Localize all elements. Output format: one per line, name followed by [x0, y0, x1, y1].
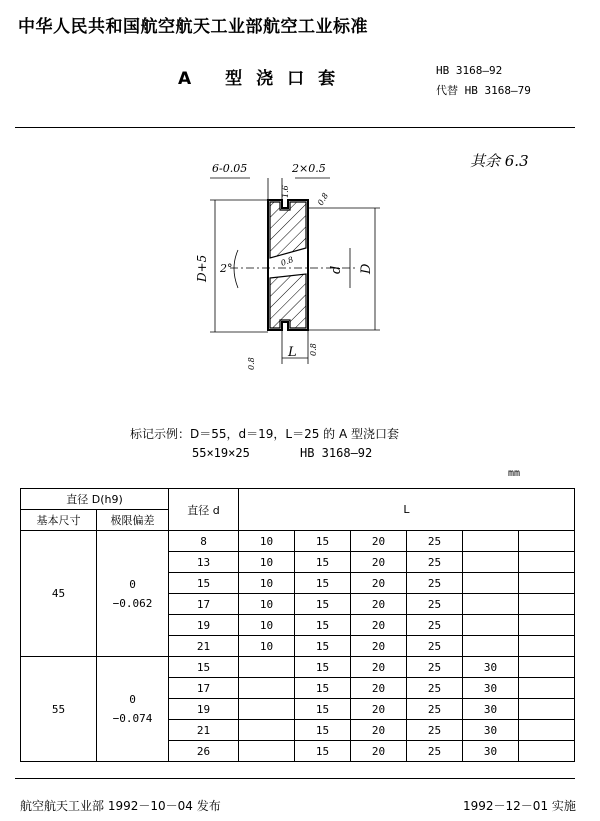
- length-cell: [519, 615, 575, 636]
- length-cell: [519, 552, 575, 573]
- replaces-code: 代替 HB 3168—79: [436, 84, 531, 97]
- length-cell: 25: [407, 657, 463, 678]
- top-rule: [15, 127, 575, 128]
- length-cell: 20: [351, 615, 407, 636]
- length-cell: 10: [239, 552, 295, 573]
- standard-title: 中华人民共和国航空航天工业部航空工业标准: [18, 17, 368, 37]
- length-cell: 10: [239, 636, 295, 657]
- deviation-cell: [97, 657, 169, 762]
- length-cell: 10: [239, 594, 295, 615]
- header-diam-d: 直径 D(h9): [21, 489, 169, 510]
- header-deviation: 极限偏差: [97, 510, 169, 531]
- length-cell: [519, 594, 575, 615]
- diameter-d-cell: 21: [169, 720, 239, 741]
- marking-example-standard: HB 3168—92: [300, 446, 373, 460]
- table-row: [21, 657, 575, 678]
- length-cell: 25: [407, 552, 463, 573]
- standard-code: HB 3168—92: [436, 64, 503, 77]
- length-cell: 20: [351, 573, 407, 594]
- length-cell: [519, 720, 575, 741]
- length-cell: 20: [351, 699, 407, 720]
- dim-d-big: D: [359, 263, 374, 274]
- length-cell: 30: [463, 720, 519, 741]
- diameter-d-cell: 26: [169, 741, 239, 762]
- dim-left-top: 6-0.05: [212, 162, 248, 175]
- length-cell: 20: [351, 594, 407, 615]
- deviation-upper: 0: [129, 693, 136, 706]
- length-cell: [239, 741, 295, 762]
- length-cell: 25: [407, 720, 463, 741]
- length-cell: [239, 720, 295, 741]
- length-cell: 15: [295, 720, 351, 741]
- length-cell: 15: [295, 594, 351, 615]
- length-cell: 20: [351, 657, 407, 678]
- length-cell: 25: [407, 531, 463, 552]
- length-cell: [519, 699, 575, 720]
- length-cell: 15: [295, 699, 351, 720]
- dimension-table: [20, 488, 575, 762]
- dim-chamfer: 2×0.5: [292, 162, 326, 175]
- doc-title: A 型浇口套: [178, 69, 350, 89]
- marking-example-label: 标记示例：D＝55，d＝19，L＝25 的 A 型浇口套: [130, 427, 400, 441]
- deviation-lower: −0.062: [112, 596, 153, 610]
- length-cell: 20: [351, 678, 407, 699]
- diameter-d-cell: 19: [169, 615, 239, 636]
- table-row: [21, 531, 575, 552]
- dim-l: L: [288, 345, 297, 360]
- deviation-upper: 0: [129, 577, 136, 591]
- length-cell: [463, 594, 519, 615]
- dim-d-small: d: [329, 265, 344, 274]
- deviation-cell: [97, 531, 169, 657]
- length-cell: [519, 678, 575, 699]
- table-body: [21, 531, 575, 762]
- length-cell: 15: [295, 573, 351, 594]
- header-basic-size: 基本尺寸: [21, 510, 97, 531]
- length-cell: 10: [239, 615, 295, 636]
- length-cell: 15: [295, 636, 351, 657]
- length-cell: 20: [351, 741, 407, 762]
- header-l: L: [239, 489, 575, 531]
- length-cell: [519, 741, 575, 762]
- length-cell: 25: [407, 594, 463, 615]
- bottom-rule: [15, 778, 575, 779]
- sprue-bushing-drawing: [190, 150, 430, 385]
- roughness-0-8-bore: 0.8: [279, 255, 295, 268]
- roughness-0-8-top: 0.8: [315, 191, 331, 207]
- length-cell: [519, 657, 575, 678]
- basic-size-cell: 45: [21, 531, 97, 657]
- diameter-d-cell: 19: [169, 699, 239, 720]
- length-cell: 30: [463, 741, 519, 762]
- diameter-d-cell: 15: [169, 657, 239, 678]
- length-cell: 30: [463, 678, 519, 699]
- basic-size-cell: 55: [21, 657, 97, 762]
- length-cell: 15: [295, 615, 351, 636]
- length-cell: 25: [407, 636, 463, 657]
- length-cell: 25: [407, 678, 463, 699]
- length-cell: 15: [295, 657, 351, 678]
- length-cell: 25: [407, 573, 463, 594]
- length-cell: 20: [351, 636, 407, 657]
- diameter-d-cell: 15: [169, 573, 239, 594]
- effective-date: 1992－12－01 实施: [463, 799, 576, 813]
- length-cell: [239, 699, 295, 720]
- rest-roughness-note: 其余 6.3: [470, 152, 529, 170]
- length-cell: [463, 573, 519, 594]
- issue-date: 航空航天工业部 1992－10－04 发布: [20, 799, 221, 813]
- diameter-d-cell: 13: [169, 552, 239, 573]
- length-cell: 20: [351, 531, 407, 552]
- deviation-lower: −0.074: [112, 712, 153, 725]
- length-cell: [463, 531, 519, 552]
- length-cell: 10: [239, 573, 295, 594]
- length-cell: [239, 678, 295, 699]
- length-cell: [463, 636, 519, 657]
- length-cell: 15: [295, 741, 351, 762]
- dim-d-plus-5: D+5: [195, 254, 209, 282]
- diameter-d-cell: 17: [169, 678, 239, 699]
- length-cell: 20: [351, 720, 407, 741]
- length-cell: [239, 657, 295, 678]
- roughness-0-8-bottom-right: 0.8: [309, 343, 318, 356]
- length-cell: 15: [295, 678, 351, 699]
- length-cell: 15: [295, 531, 351, 552]
- roughness-0-8-bottom-left: 0.8: [247, 357, 256, 370]
- length-cell: [519, 573, 575, 594]
- length-cell: 30: [463, 699, 519, 720]
- unit-label: mm: [508, 468, 521, 479]
- length-cell: 15: [295, 552, 351, 573]
- length-cell: [463, 552, 519, 573]
- roughness-1-6: 1.6: [281, 185, 290, 198]
- length-cell: [519, 531, 575, 552]
- marking-example-mark: 55×19×25: [192, 446, 250, 460]
- length-cell: 20: [351, 552, 407, 573]
- diameter-d-cell: 17: [169, 594, 239, 615]
- header-small-d: 直径 d: [169, 489, 239, 531]
- length-cell: 30: [463, 657, 519, 678]
- length-cell: 25: [407, 699, 463, 720]
- length-cell: 10: [239, 531, 295, 552]
- length-cell: 25: [407, 741, 463, 762]
- taper-angle: 2°: [220, 262, 233, 275]
- diameter-d-cell: 8: [169, 531, 239, 552]
- length-cell: [463, 615, 519, 636]
- length-cell: [519, 636, 575, 657]
- diameter-d-cell: 21: [169, 636, 239, 657]
- length-cell: 25: [407, 615, 463, 636]
